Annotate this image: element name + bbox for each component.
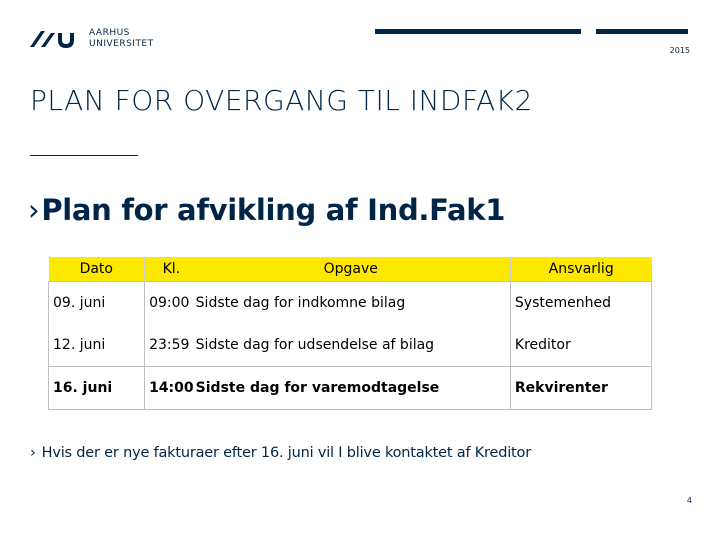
header-bar-short [596, 29, 688, 34]
header-bar-long [375, 29, 581, 34]
column-header-date: Dato [49, 257, 145, 282]
table-row [49, 282, 652, 325]
university-name-line1: AARHUS [89, 28, 130, 38]
column-header-time: Kl. [145, 257, 194, 282]
bullet-chevron-icon: › [30, 445, 36, 461]
table-row [49, 367, 652, 410]
slide-title: PLAN FOR OVERGANG TIL INDFAK2 [30, 84, 533, 117]
university-name-line2: UNIVERSITET [89, 39, 154, 49]
cell-date: 12. juni [49, 324, 145, 367]
column-header-task: Opgave [194, 257, 511, 282]
cell-time: 23:59 [149, 337, 190, 353]
table-header-row [49, 257, 652, 282]
table-row [49, 324, 652, 367]
cell-responsible: Kreditor [510, 324, 651, 367]
page-number: 4 [686, 496, 692, 505]
university-name [89, 28, 154, 50]
cell-responsible: Systemenhed [510, 282, 651, 325]
year-label: 2015 [669, 46, 690, 55]
column-header-responsible: Ansvarlig [510, 257, 651, 282]
bullet-text: Hvis der er nye fakturaer efter 16. juni vil I blive kontaktet af Kreditor [41, 445, 531, 461]
cell-time: 09:00 [145, 282, 194, 325]
aarhus-university-logo [28, 27, 76, 51]
bullet-item [30, 445, 531, 461]
slide-subtitle [28, 193, 505, 227]
cell-task: Sidste dag for indkomne bilag [194, 282, 511, 325]
subtitle-chevron-icon: › [28, 193, 40, 227]
subtitle-text: Plan for afvikling af Ind.Fak1 [41, 193, 506, 227]
plan-table [48, 257, 652, 410]
title-underline [30, 155, 138, 156]
cell-time: 14:00 [145, 367, 194, 410]
cell-task: Sidste dag for udsendelse af bilag [194, 324, 511, 367]
cell-task: Sidste dag for varemodtagelse [194, 367, 511, 410]
cell-date: 09. juni [49, 282, 145, 325]
cell-responsible: Rekvirenter [510, 367, 651, 410]
cell-date: 16. juni [49, 367, 145, 410]
